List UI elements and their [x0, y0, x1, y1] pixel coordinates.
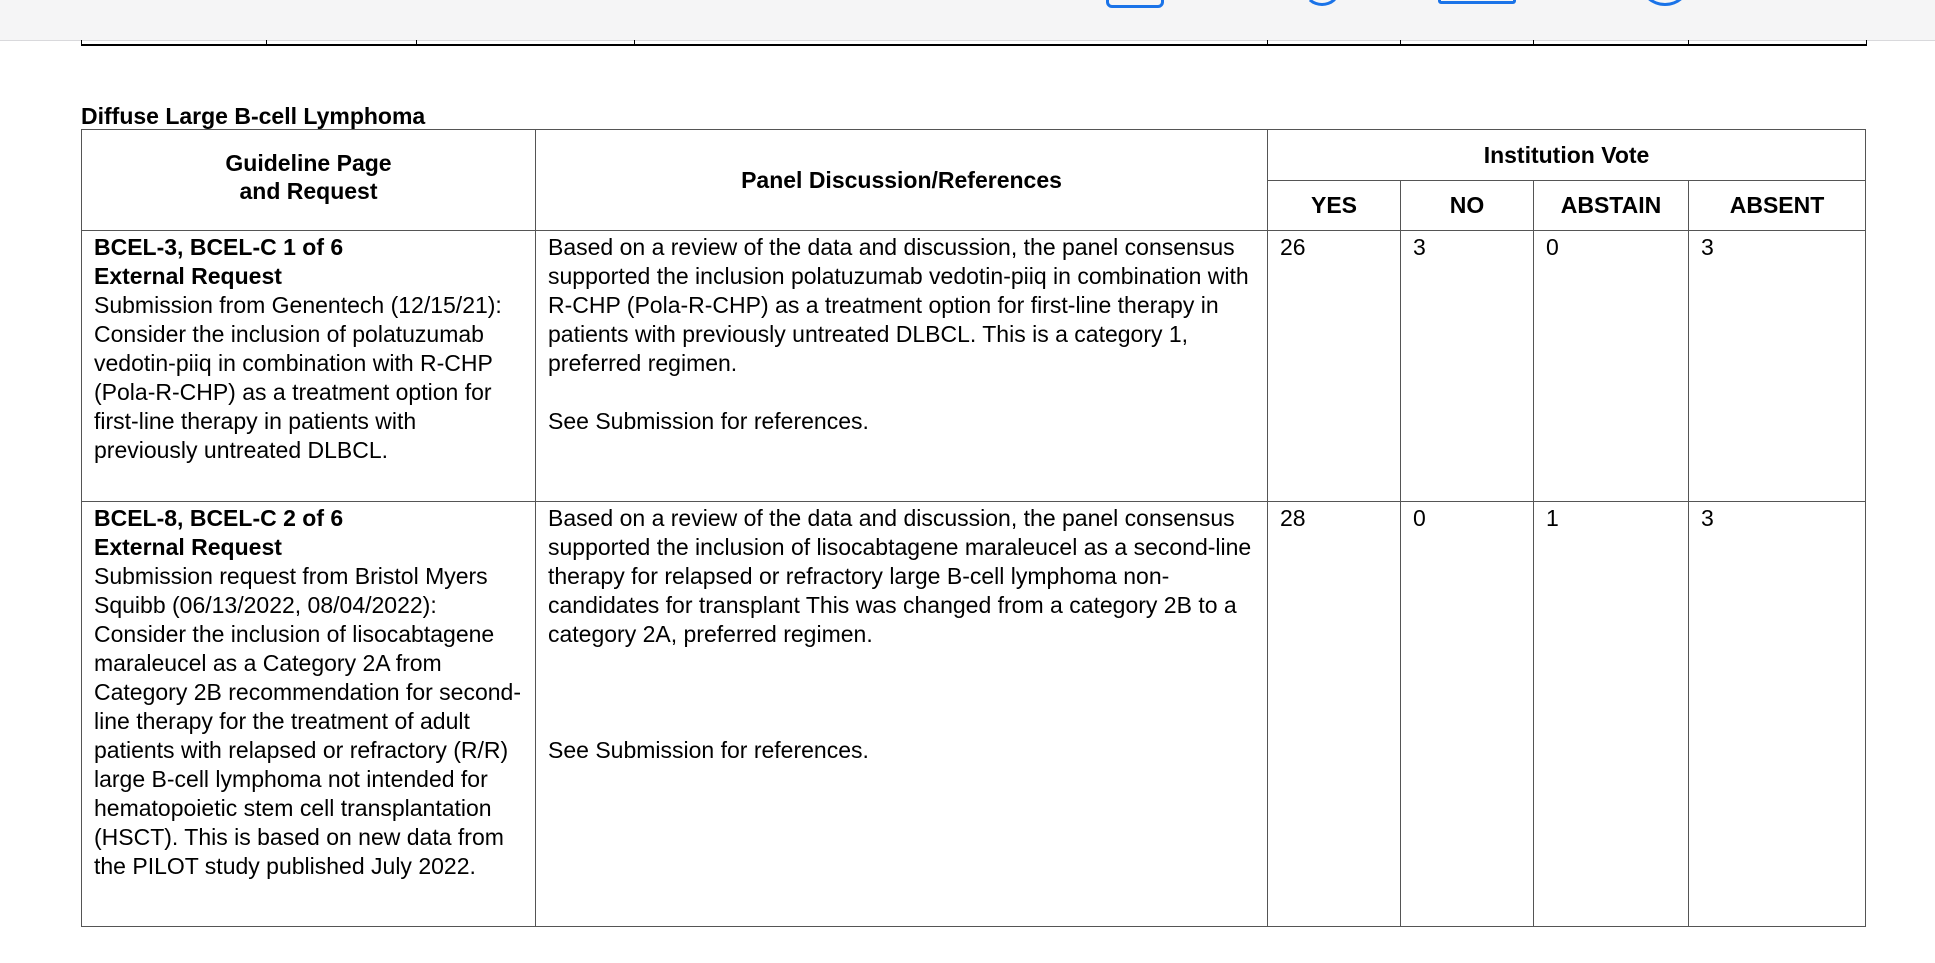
account-icon[interactable]	[1640, 0, 1690, 6]
request-type: External Request	[94, 534, 282, 560]
table-divider	[266, 40, 267, 44]
sidebar-toggle-icon[interactable]	[1438, 0, 1516, 4]
discussion-text: Based on a review of the data and discussion, the panel consensus supported the inclusion of lisocabtagene maraleucel as a second-line therapy for relapsed or refractory large B-cell lymphoma non-candidates for transplant This was changed from a category 2B to a category 2A, preferred regimen.	[548, 505, 1252, 647]
viewer-toolbar	[0, 0, 1935, 41]
section-title: Diffuse Large B-cell Lymphoma	[81, 103, 426, 129]
discussion-cell	[536, 231, 1268, 502]
no-count: 0	[1401, 502, 1534, 927]
guideline-header	[82, 130, 536, 231]
absent-count: 3	[1689, 231, 1866, 502]
table-divider	[1267, 40, 1268, 44]
discussion-text: Based on a review of the data and discussion, the panel consensus supported the inclusion polatuzumab vedotin-piiq in combination with R-CHP (Pola-R-CHP) as a treatment option for first-line therapy in patients with previously untreated DLBCL. This is a category 1, preferred regimen.	[548, 234, 1249, 376]
request-type: External Request	[94, 263, 282, 289]
discussion-cell	[536, 502, 1268, 927]
spacer	[548, 378, 1255, 407]
table-divider	[1533, 40, 1534, 44]
yes-count: 26	[1268, 231, 1401, 502]
table-divider	[634, 40, 635, 44]
table-divider	[1688, 40, 1689, 44]
page-reference: BCEL-8, BCEL-C 2 of 6	[94, 505, 344, 531]
table-divider	[1400, 40, 1401, 44]
references-text: See Submission for references.	[548, 408, 869, 434]
institution-vote-header: Institution Vote	[1268, 130, 1866, 181]
table-row	[82, 231, 1866, 502]
yes-count: 28	[1268, 502, 1401, 927]
vote-table	[81, 129, 1866, 927]
absent-count: 3	[1689, 502, 1866, 927]
search-icon[interactable]	[1304, 0, 1340, 6]
previous-table-edge	[81, 40, 1867, 46]
guideline-header-label: Guideline Page and Request	[225, 150, 392, 204]
page-reference: BCEL-3, BCEL-C 1 of 6	[94, 234, 344, 260]
abstain-count: 0	[1534, 231, 1689, 502]
abstain-count: 1	[1534, 502, 1689, 927]
absent-header: ABSENT	[1689, 181, 1866, 231]
table-row	[82, 502, 1866, 927]
request-cell	[82, 231, 536, 502]
request-text: Submission request from Bristol Myers Squibb (06/13/2022, 08/04/2022): Consider the inclusion of lisocabtagene maraleucel as a Category 2A from Category 2B recommendation for second-line therapy for the treatment of adult patients with relapsed or refractory (R/R) large B-cell lymphoma not intended for hematopoietic stem cell transplantation (HSCT). This is based on new data from the PILOT study published July 2022.	[94, 563, 521, 879]
no-count: 3	[1401, 231, 1534, 502]
request-text: Submission from Genentech (12/15/21): Consider the inclusion of polatuzumab vedotin-piiq in combination with R-CHP (Pola-R-CHP) as a treatment option for first-line therapy in patients with previously untreated DLBCL.	[94, 292, 502, 463]
document-icon[interactable]	[1106, 0, 1164, 8]
panel-header: Panel Discussion/References	[536, 130, 1268, 231]
yes-header: YES	[1268, 181, 1401, 231]
no-header: NO	[1401, 181, 1534, 231]
table-divider	[416, 40, 417, 44]
abstain-header: ABSTAIN	[1534, 181, 1689, 231]
spacer	[548, 649, 1255, 736]
references-text: See Submission for references.	[548, 737, 869, 763]
request-cell	[82, 502, 536, 927]
